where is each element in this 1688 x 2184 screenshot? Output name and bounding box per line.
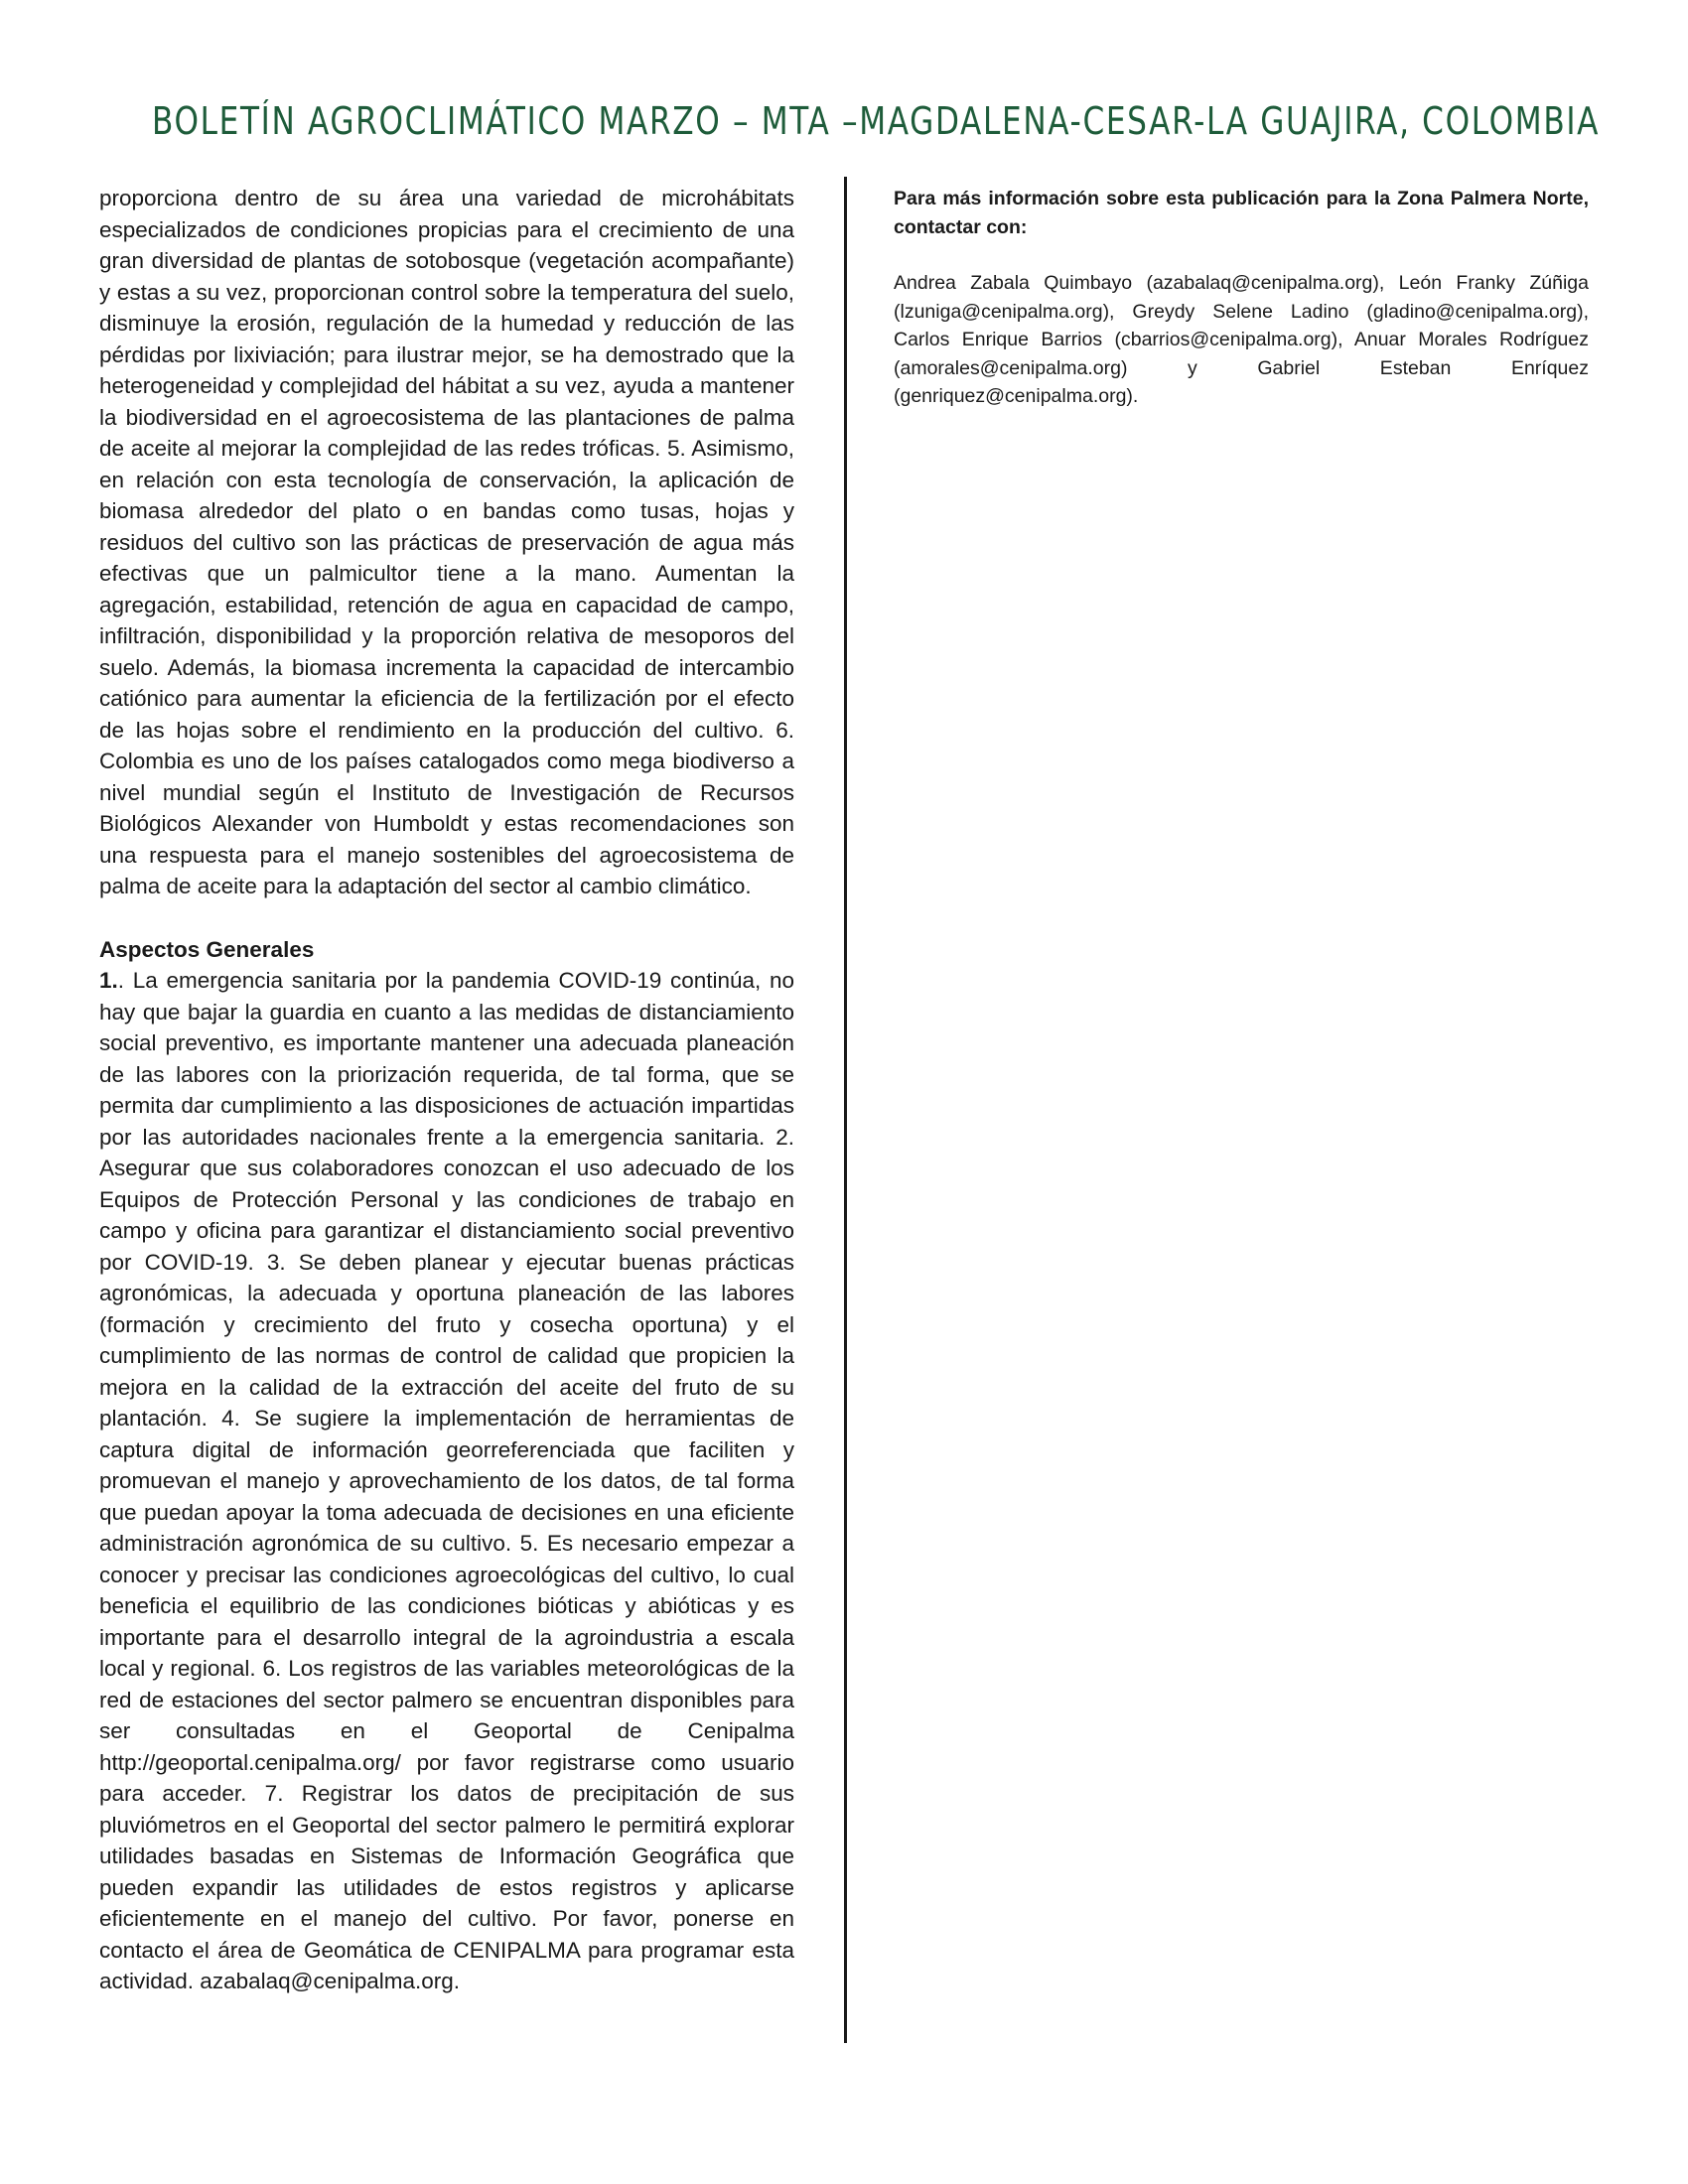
general-aspects-paragraph bbox=[99, 965, 794, 1997]
column-divider bbox=[844, 177, 847, 2043]
section-item-number: 1. bbox=[99, 968, 118, 993]
contact-heading: Para más información sobre esta publicación para la Zona Palmera Norte, contactar con: bbox=[894, 188, 1589, 238]
right-column bbox=[894, 185, 1589, 411]
left-column bbox=[99, 183, 794, 1997]
intro-paragraph: proporciona dentro de su área una variedad de microhábitats especializados de condiciones propicias para el crecimiento de una gran diversidad de plantas de sotobosque (vegetación acompañante) y estas a su vez, proporcionan control sobre la temperatura del suelo, disminuye la erosión, regulación de la humedad y reducción de las pérdidas por lixiviación; para ilustrar mejor, se ha demostrado que la heterogeneidad y complejidad del hábitat a su vez, ayuda a mantener la biodiversidad en el agroecosistema de las plantaciones de palma de aceite al mejorar la complejidad de las redes tróficas. 5. Asimismo, en relación con esta tecnología de conservación, la aplicación de biomasa alrededor del plato o en bandas como tusas, hojas y residuos del cultivo son las prácticas de preservación de agua más efectivas que un palmicultor tiene a la mano. Aumentan la agregación, estabilidad, retención de agua en capacidad de campo, infiltración, disponibilidad y la proporción relativa de mesoporos del suelo. Además, la biomasa incrementa la capacidad de intercambio catiónico para aumentar la eficiencia de la fertilización por el efecto de las hojas sobre el rendimiento en la producción del cultivo. 6. Colombia es uno de los países catalogados como mega biodiverso a nivel mundial según el Instituto de Investigación de Recursos Biológicos Alexander von Humboldt y estas recomendaciones son una respuesta para el manejo sostenibles del agroecosistema de palma de aceite para la adaptación del sector al cambio climático. bbox=[99, 186, 794, 898]
contact-list: Andrea Zabala Quimbayo (azabalaq@cenipalma.org), León Franky Zúñiga (lzuniga@cenipalma.org), Greydy Selene Ladino (gladino@cenipalma.org), Carlos Enrique Barrios (cbarrios@cenipalma.org), Anuar Morales Rodríguez (amorales@cenipalma.org) y Gabriel Esteban Enríquez (genriquez@cenipalma.org). bbox=[894, 272, 1589, 407]
section-heading-aspectos-generales: Aspectos Generales bbox=[99, 936, 315, 962]
general-aspects-body: . La emergencia sanitaria por la pandemia COVID-19 continúa, no hay que bajar la guardia en cuanto a las medidas de distanciamiento social preventivo, es importante mantener una adecuada planeación de las labores con la priorización requerida, de tal forma, que se permita dar cumplimiento a las disposiciones de actuación impartidas por las autoridades nacionales frente a la emergencia sanitaria. 2. Asegurar que sus colaboradores conozcan el uso adecuado de los Equipos de Protección Personal y las condiciones de trabajo en campo y oficina para garantizar el distanciamiento social preventivo por COVID-19. 3. Se deben planear y ejecutar buenas prácticas agronómicas, la adecuada y oportuna planeación de las labores (formación y crecimiento del fruto y cosecha oportuna) y el cumplimiento de las normas de control de calidad que propicien la mejora en la calidad de la extracción del aceite del fruto de su plantación. 4. Se sugiere la implementación de herramientas de captura digital de información georreferenciada que faciliten y promuevan el manejo y aprovechamiento de los datos, de tal forma que puedan apoyar la toma adecuada de decisiones en una eficiente administración agronómica de su cultivo. 5. Es necesario empezar a conocer y precisar las condiciones agroecológicas del cultivo, lo cual beneficia el equilibrio de las condiciones bióticas y abióticas y es importante para el desarrollo integral de la agroindustria a escala local y regional. 6. Los registros de las variables meteorológicas de la red de estaciones del sector palmero se encuentran disponibles para ser consultadas en el Geoportal de Cenipalma http://geoportal.cenipalma.org/ por favor registrarse como usuario para acceder. 7. Registrar los datos de precipitación de sus pluviómetros en el Geoportal del sector palmero le permitirá explorar utilidades basadas en Sistemas de Información Geográfica que pueden expandir las utilidades de estos registros y aplicarse eficientemente en el manejo del cultivo. Por favor, ponerse en contacto el área de Geomática de CENIPALMA para programar esta actividad. azabalaq@cenipalma.org. bbox=[99, 968, 794, 1993]
bulletin-title: BOLETÍN AGROCLIMÁTICO MARZO – MTA –MAGDALENA-CESAR-LA GUAJIRA, COLOMBIA bbox=[152, 99, 1601, 143]
